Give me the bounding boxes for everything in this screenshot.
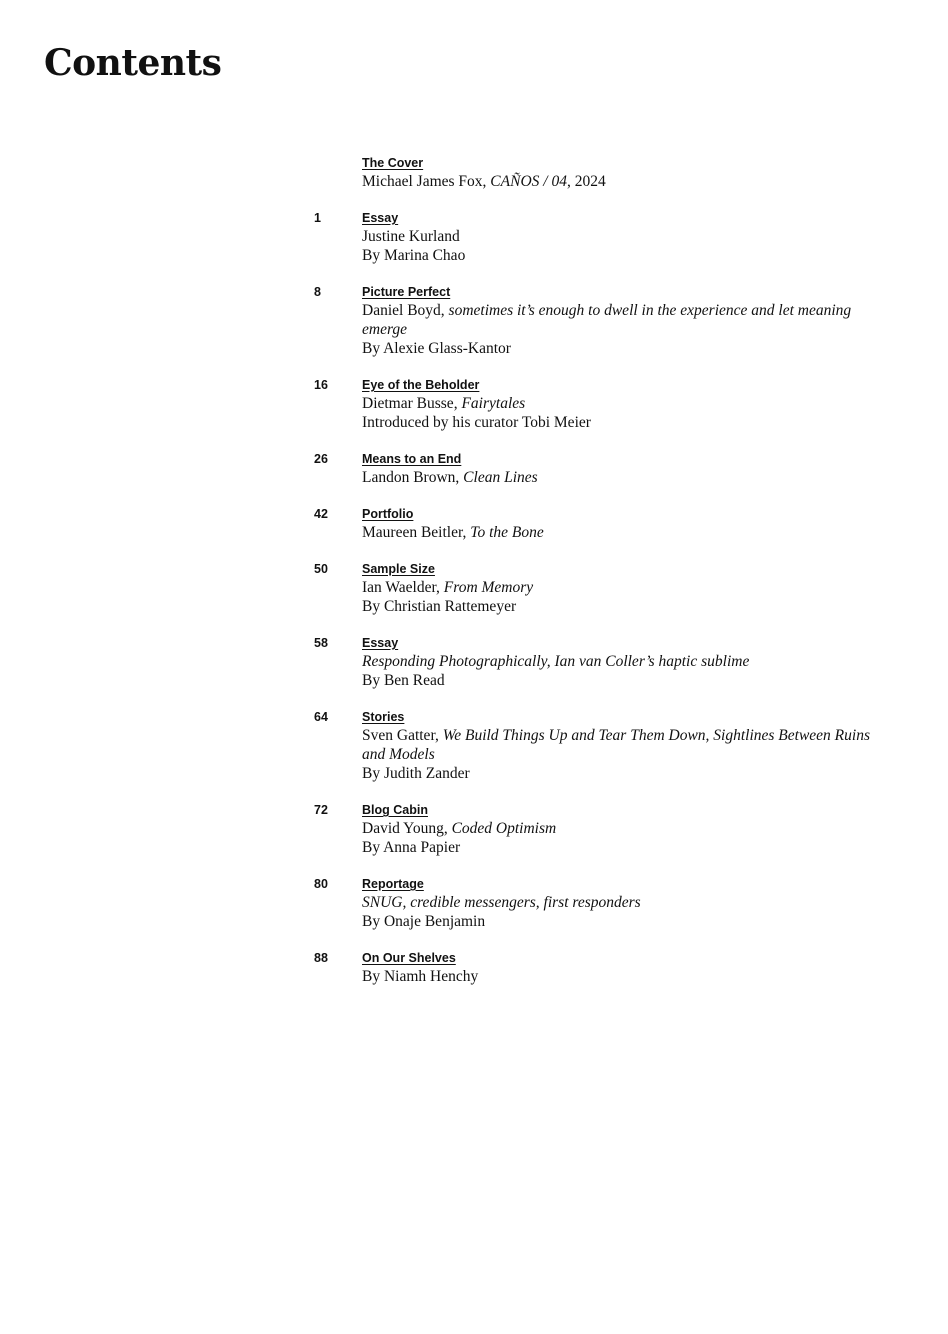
entry-text: David Young, <box>362 820 452 837</box>
entry-text: Landon Brown, <box>362 469 464 486</box>
work-title: From Memory <box>443 579 534 596</box>
page-number: 26 <box>314 452 328 466</box>
work-title: Coded Optimism <box>451 820 557 837</box>
toc-entry <box>314 376 894 432</box>
work-title: Responding Photographically, Ian van Coller’s haptic sublime <box>362 653 750 670</box>
entry-description-line <box>362 172 894 191</box>
entry-description-line <box>362 726 894 764</box>
page-number: 8 <box>314 285 321 299</box>
entry-text: By Christian Rattemeyer <box>362 598 517 615</box>
entry-description-line <box>362 301 894 339</box>
work-title: sometimes it’s enough to dwell in the experience and let meaning emerge <box>362 302 852 338</box>
entry-text: Dietmar Busse, <box>362 395 462 412</box>
toc-entry <box>314 283 894 358</box>
entry-description-line <box>362 912 894 931</box>
entry-description-line <box>362 578 894 597</box>
entry-text: By Anna Papier <box>362 839 461 856</box>
toc-entry-body <box>362 209 894 265</box>
entry-description-line <box>362 339 894 358</box>
section-link[interactable]: Portfolio <box>362 507 414 521</box>
toc-entry-body <box>362 283 894 358</box>
toc-entry-body <box>362 154 894 191</box>
entry-description-line <box>362 819 894 838</box>
entry-description-line <box>362 523 894 542</box>
section-link[interactable]: Sample Size <box>362 562 435 576</box>
section-link[interactable]: Picture Perfect <box>362 285 451 299</box>
toc-entry-body <box>362 450 894 487</box>
section-link[interactable]: Reportage <box>362 877 424 891</box>
entry-text: Maureen Beitler, <box>362 524 471 541</box>
page-title: Contents <box>44 42 222 84</box>
toc-entry-body <box>362 801 894 857</box>
page-number: 1 <box>314 211 321 225</box>
entry-description-line <box>362 838 894 857</box>
section-link[interactable]: Essay <box>362 636 399 650</box>
page-number: 64 <box>314 710 328 724</box>
toc-entry-body <box>362 875 894 931</box>
toc-entry <box>314 634 894 690</box>
section-link[interactable]: The Cover <box>362 156 424 170</box>
entry-description-line <box>362 597 894 616</box>
page-number: 72 <box>314 803 328 817</box>
toc-entry <box>314 560 894 616</box>
page-number: 50 <box>314 562 328 576</box>
section-link[interactable]: Means to an End <box>362 452 462 466</box>
toc-entry <box>314 875 894 931</box>
entry-description-line <box>362 227 894 246</box>
entry-description-line <box>362 246 894 265</box>
toc-entry-body <box>362 376 894 432</box>
toc-entry-body <box>362 634 894 690</box>
toc-entry <box>314 450 894 487</box>
entry-description-line <box>362 893 894 912</box>
page-number: 16 <box>314 378 328 392</box>
toc-entry <box>314 708 894 783</box>
section-link[interactable]: Stories <box>362 710 405 724</box>
section-link[interactable]: On Our Shelves <box>362 951 456 965</box>
section-link[interactable]: Essay <box>362 211 399 225</box>
section-link[interactable]: Eye of the Beholder <box>362 378 480 392</box>
toc-entry-body <box>362 560 894 616</box>
section-link[interactable]: Blog Cabin <box>362 803 428 817</box>
entry-description-line <box>362 764 894 783</box>
entry-text: By Marina Chao <box>362 247 466 264</box>
entry-text: Introduced by his curator Tobi Meier <box>362 414 591 431</box>
work-title: To the Bone <box>470 524 544 541</box>
toc-entry-body <box>362 505 894 542</box>
entry-text: By Judith Zander <box>362 765 470 782</box>
toc-entry <box>314 154 894 191</box>
entry-text: By Onaje Benjamin <box>362 913 486 930</box>
entry-text: By Niamh Henchy <box>362 968 479 985</box>
entry-description-line <box>362 394 894 413</box>
page-number: 58 <box>314 636 328 650</box>
work-title: SNUG, credible messengers, first responders <box>362 894 641 911</box>
entry-text: By Ben Read <box>362 672 445 689</box>
entry-text: Michael James Fox, <box>362 173 491 190</box>
toc-entry-body <box>362 949 894 986</box>
entry-text: Ian Waelder, <box>362 579 444 596</box>
work-title: CAÑOS / 04 <box>490 173 567 190</box>
entry-description-line <box>362 413 894 432</box>
page-number: 80 <box>314 877 328 891</box>
toc-entry <box>314 209 894 265</box>
entry-description-line <box>362 967 894 986</box>
toc-entry-body <box>362 708 894 783</box>
entry-text: By Alexie Glass-Kantor <box>362 340 511 357</box>
work-title: Clean Lines <box>463 469 538 486</box>
work-title: We Build Things Up and Tear Them Down, Sightlines Between Ruins and Models <box>362 727 870 763</box>
table-of-contents <box>314 154 894 1004</box>
toc-entry <box>314 505 894 542</box>
entry-text: Justine Kurland <box>362 228 460 245</box>
toc-entry <box>314 801 894 857</box>
toc-entry <box>314 949 894 986</box>
entry-description-line <box>362 652 894 671</box>
entry-text: Sven Gatter, <box>362 727 443 744</box>
entry-description-line <box>362 671 894 690</box>
page-number: 88 <box>314 951 328 965</box>
work-title: Fairytales <box>461 395 526 412</box>
entry-description-line <box>362 468 894 487</box>
entry-text: Daniel Boyd, <box>362 302 449 319</box>
entry-text: , 2024 <box>566 173 606 190</box>
page-number: 42 <box>314 507 328 521</box>
